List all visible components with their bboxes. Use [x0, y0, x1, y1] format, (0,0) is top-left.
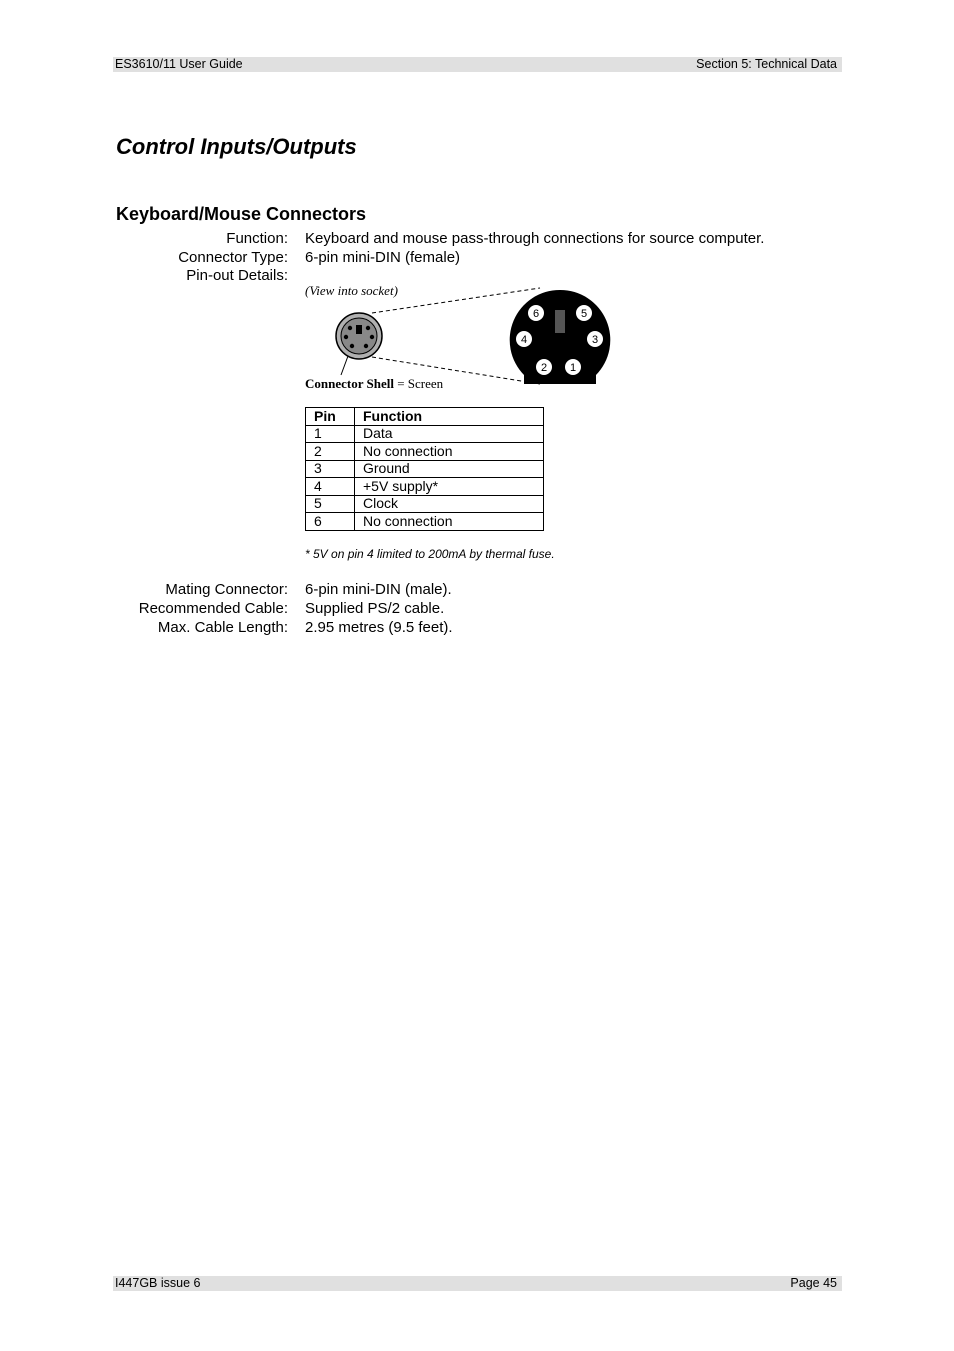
- view-into-socket-label: (View into socket): [305, 283, 398, 298]
- small-connector-icon: [336, 313, 382, 359]
- pin-label-2: 2: [540, 362, 548, 374]
- spec-label-max-cable-length: Max. Cable Length:: [157, 619, 288, 636]
- spec-value-recommended-cable: Supplied PS/2 cable.: [305, 600, 445, 617]
- table-cell-function: No connection: [355, 513, 544, 531]
- spec-label-connector-type: Connector Type:: [178, 249, 288, 266]
- pin-label-3: 3: [591, 334, 599, 346]
- footnote: * 5V on pin 4 limited to 200mA by thermal fuse.: [305, 547, 555, 561]
- spec-label-pinout: Pin-out Details:: [186, 267, 288, 284]
- large-socket-icon: [510, 290, 611, 384]
- table-cell-pin: 3: [306, 460, 355, 478]
- table-cell-function: No connection: [355, 443, 544, 461]
- spec-label-mating-connector: Mating Connector:: [165, 581, 288, 598]
- table-cell-pin: 6: [306, 513, 355, 531]
- table-header-pin: Pin: [306, 408, 355, 426]
- table-row: [306, 513, 544, 531]
- spec-label-function: Function:: [226, 230, 288, 247]
- pin-label-4: 4: [520, 334, 528, 346]
- table-cell-function: Data: [355, 425, 544, 443]
- table-cell-pin: 4: [306, 478, 355, 496]
- spec-value-max-cable-length: 2.95 metres (9.5 feet).: [305, 619, 453, 636]
- header-section: Section 5: Technical Data: [696, 57, 837, 71]
- pin-label-6: 6: [532, 308, 540, 320]
- pin-label-5: 5: [580, 308, 588, 320]
- pin-table: [305, 407, 544, 531]
- connector-shell-label: Connector Shell = Screen: [305, 376, 444, 391]
- section-heading: Keyboard/Mouse Connectors: [116, 204, 367, 224]
- table-cell-function: +5V supply*: [355, 478, 544, 496]
- spec-value-connector-type: 6-pin mini-DIN (female): [305, 249, 461, 266]
- table-cell-function: Clock: [355, 495, 544, 513]
- spec-value-mating-connector: 6-pin mini-DIN (male).: [305, 581, 452, 598]
- table-row: [306, 478, 544, 496]
- table-header-function: Function: [355, 408, 544, 426]
- footer-issue: I447GB issue 6: [115, 1276, 201, 1290]
- table-row: [306, 425, 544, 443]
- table-header-row: [306, 408, 544, 426]
- table-row: [306, 495, 544, 513]
- table-row: [306, 460, 544, 478]
- page-header: [113, 57, 842, 72]
- spec-label-recommended-cable: Recommended Cable:: [138, 600, 288, 617]
- table-cell-pin: 5: [306, 495, 355, 513]
- header-doc-title: ES3610/11 User Guide: [115, 57, 243, 71]
- page-title: Control Inputs/Outputs: [116, 134, 357, 159]
- spec-value-function: Keyboard and mouse pass-through connections for source computer.: [305, 230, 765, 247]
- table-row: [306, 443, 544, 461]
- shell-pointer-line: [341, 356, 348, 375]
- table-cell-pin: 2: [306, 443, 355, 461]
- pin-label-1: 1: [569, 362, 577, 374]
- connector-diagram: [300, 280, 620, 395]
- footer-page-number: Page 45: [790, 1276, 837, 1290]
- table-cell-pin: 1: [306, 425, 355, 443]
- page-footer: [113, 1276, 842, 1291]
- table-cell-function: Ground: [355, 460, 544, 478]
